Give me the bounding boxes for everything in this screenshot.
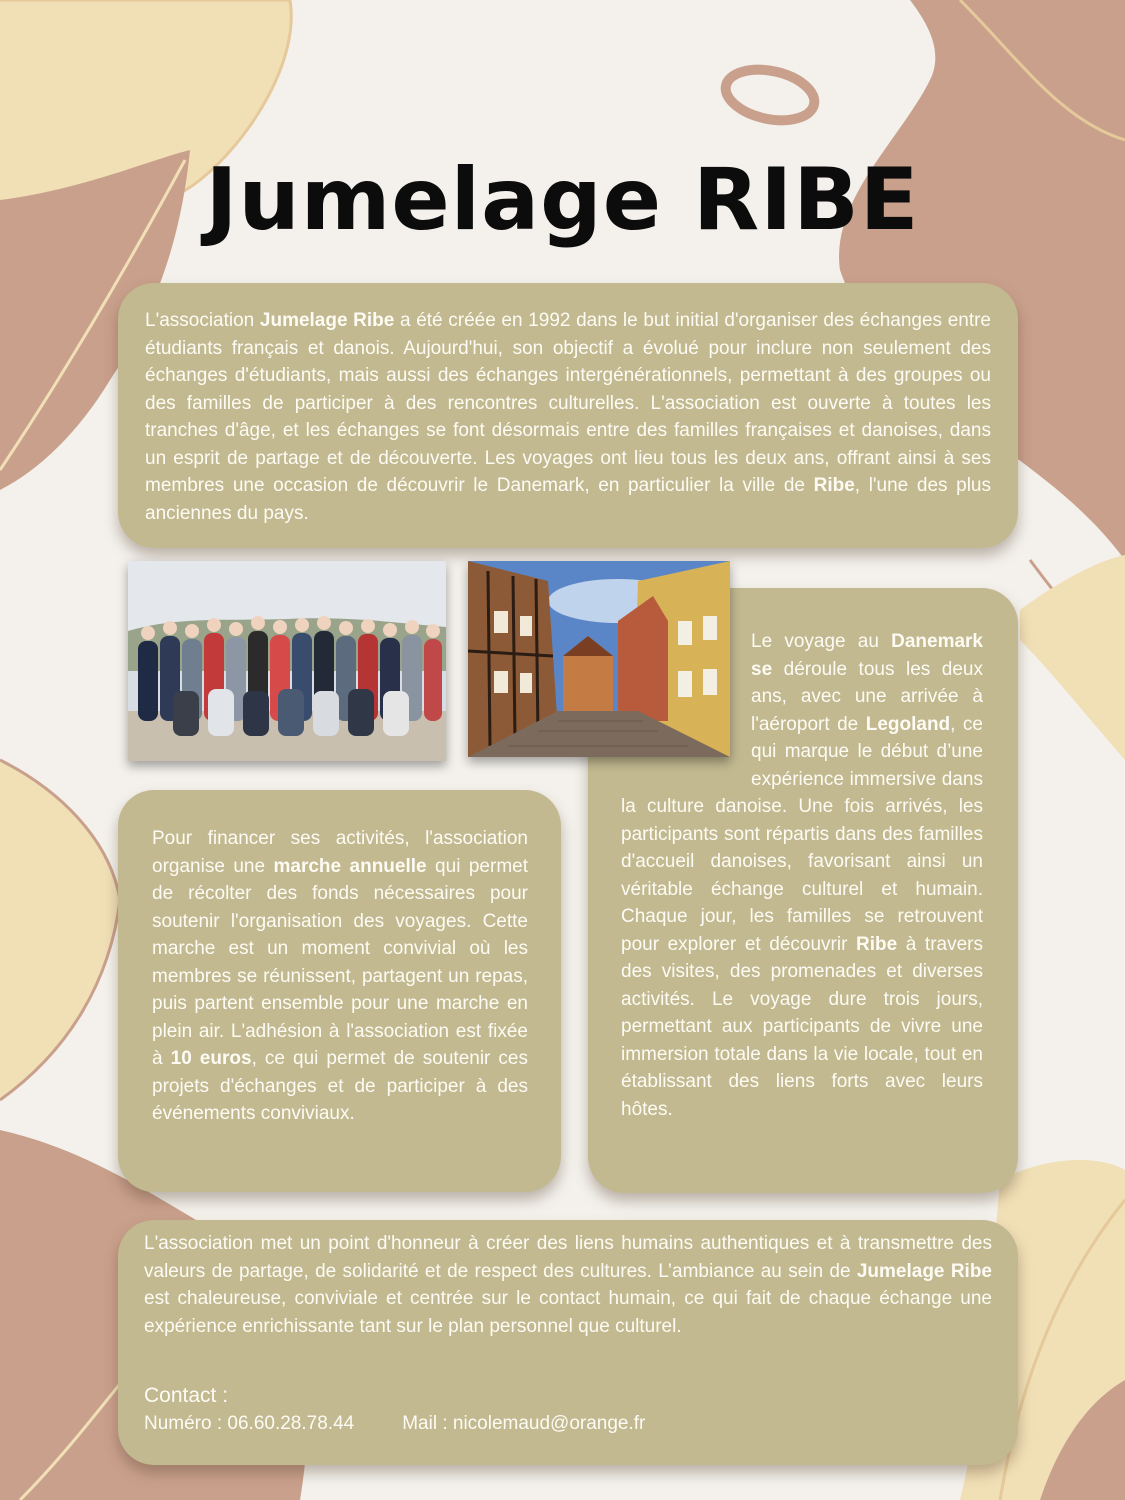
page-title: Jumelage RIBE: [205, 150, 920, 250]
intro-box: [118, 283, 1018, 548]
intro-text: L'association Jumelage Ribe a été créée en 1992 dans le but initial d'organiser des échanges entre étudiants français et danois. Aujourd'hui, son objectif a évolué pour inclure non seulement des échanges d'étudiants, mais aussi des échanges intergénérationnels, permettant à des groupes ou des familles de participer à des rencontres culturelles. L'association est ouverte à toutes les tranches d'âge, et les échanges se font désormais entre des familles françaises et danoises, dans un esprit de partage et de découverte. Les voyages ont lieu tous les deux ans, offrant ainsi à ses membres une occasion de découvrir le Danemark, en particulier la ville de Ribe, l'une des plus anciennes du pays.: [145, 310, 991, 524]
ribe-street-photo: [468, 561, 730, 757]
values-box: [118, 1220, 1018, 1465]
contact-mail[interactable]: Mail : nicolemaud@orange.fr: [402, 1412, 646, 1434]
cream-leaf-bottom-left: [0, 760, 120, 1100]
cream-leaf-right: [1020, 555, 1125, 760]
contact-phone: Numéro : 06.60.28.78.44: [144, 1412, 355, 1434]
contact-line: [144, 1410, 992, 1438]
group-photo: [128, 561, 446, 761]
finance-box: [118, 790, 561, 1192]
ring-decoration: [721, 62, 819, 128]
values-text: L'association met un point d'honneur à créer des liens humains authentiques et à transmettre des valeurs de partage, de solidarité et de respect des cultures. L’ambiance au sein de Jumelage Ribe est chaleureuse, conviviale et centrée sur le contact humain, ce qui fait de chaque échange une expérience enrichissante tant sur le plan personnel que culturel.: [144, 1233, 992, 1337]
contact-heading: Contact :: [144, 1384, 229, 1407]
finance-text: Pour financer ses activités, l'association organise une marche annuelle qui permet de récolter des fonds nécessaires pour soutenir l'organisation des voyages. Cette marche est un moment convivial où les membres se réunissent, partagent un repas, puis partent ensemble pour une marche en plein air. L'adhésion à l'association est fixée à 10 euros, ce qui permet de soutenir ces projets d'échanges et de participer à des événements conviviaux.: [152, 828, 528, 1124]
voyage-text: Le voyage au Danemark se déroule tous les deux ans, avec une arrivée à l'aéroport de Legoland, ce qui marque le début d’une expérience immersive dans la culture danoise. Une fois arrivés, les participants sont répartis dans des familles d'accueil danoises, favorisant ainsi un véritable échange culturel et humain. Chaque jour, les familles se retrouvent pour explorer et découvrir Ribe à travers des visites, des promenades et diverses activités. Le voyage dure trois jours, permettant aux participants de vivre une immersion totale dans la vie locale, tout en établissant des liens forts avec leurs hôtes.: [621, 631, 983, 1120]
